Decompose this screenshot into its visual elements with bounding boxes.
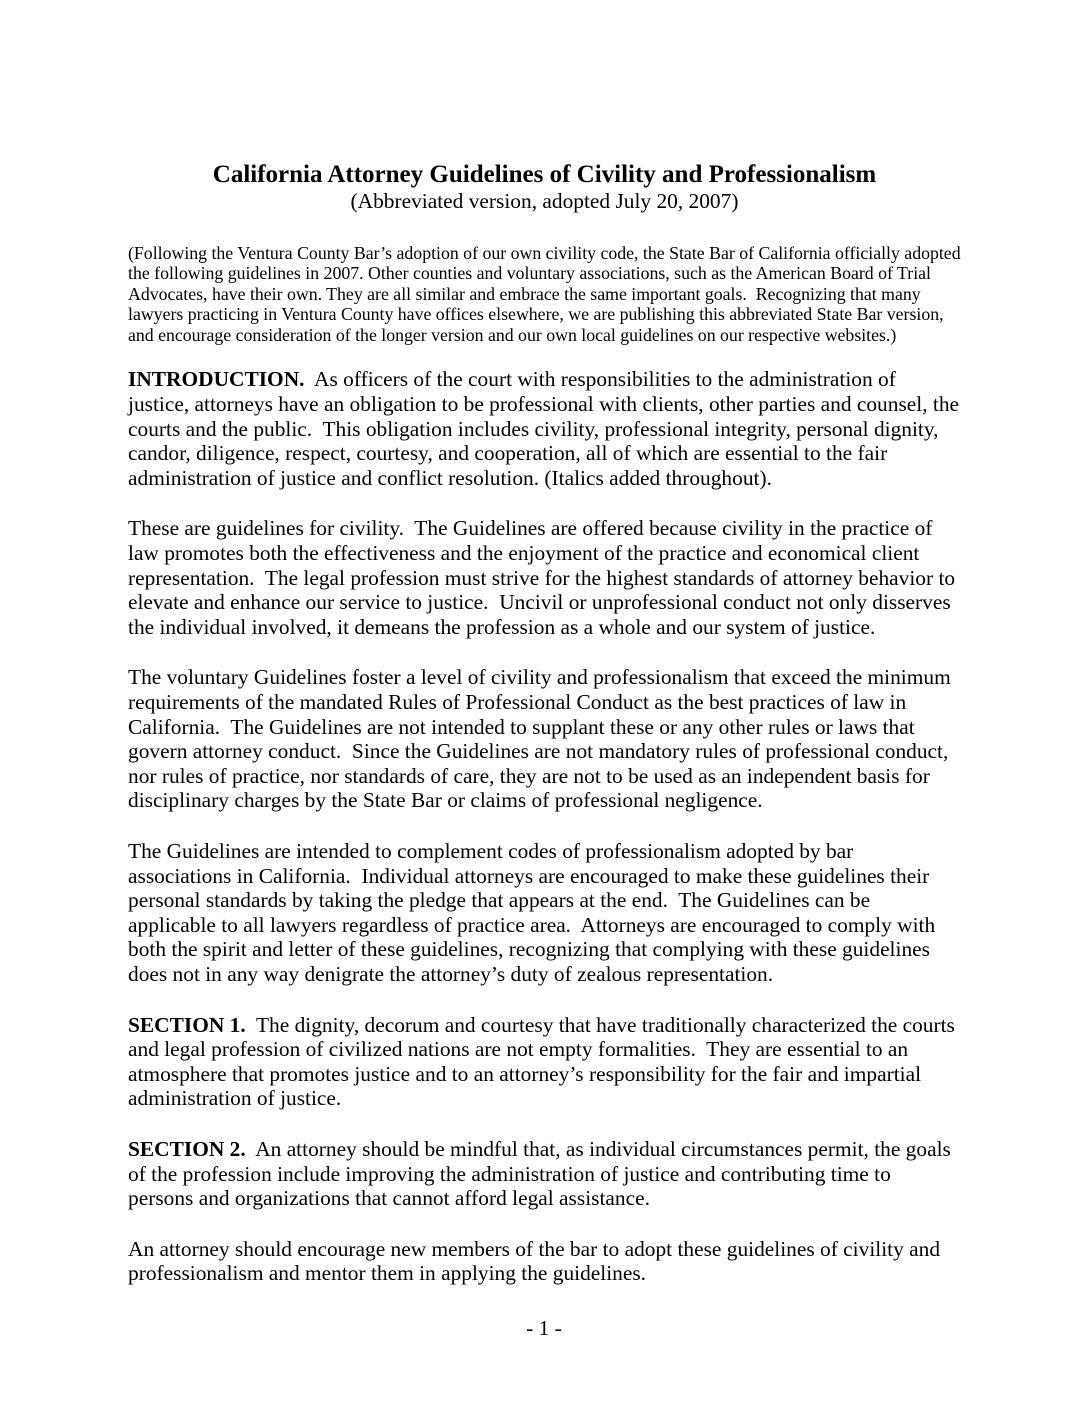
section-1-lead: SECTION 1. xyxy=(128,1012,246,1037)
section-1-text: The dignity, decorum and courtesy that have traditionally characterized the courts and legal profession of civilized nations are not empty formalities. They are essential to an atmosphere that promotes justice and to an attorney’s responsibility for the fair and impartial administration of justice. xyxy=(128,1012,961,1111)
document-subtitle: (Abbreviated version, adopted July 20, 2007) xyxy=(350,189,739,213)
page-number: - 1 - xyxy=(526,1316,562,1340)
complement-codes-paragraph xyxy=(128,839,961,987)
paragraph-text: An attorney should encourage new members of the bar to adopt these guidelines of civility and professionalism and mentor them in applying the guidelines. xyxy=(128,1236,946,1286)
section-1-paragraph xyxy=(128,1013,961,1111)
preface-paragraph: (Following the Ventura County Bar’s adoption of our own civility code, the State Bar of California officially adopted the following guidelines in 2007. Other counties and voluntary associations, such as the American Board of Trial Advocates, have their own. They are all similar and embrace the same important goals. Recognizing that many lawyers practicing in Ventura County have offices elsewhere, we are publishing this abbreviated State Bar version, and encourage consideration of the longer version and our own local guidelines on our respective websites.) xyxy=(128,242,966,345)
section-2-text: An attorney should be mindful that, as individual circumstances permit, the goals of the profession include improving the administration of justice and contributing time to persons and organizations that cannot afford legal assistance. xyxy=(128,1136,957,1211)
paragraph-text: The Guidelines are intended to complement codes of professionalism adopted by bar associations in California. Individual attorneys are encouraged to make these guidelines their personal standards by taking the pledge that appears at the end. The Guidelines can be applicable to all lawyers regardless of practice area. Attorneys are encouraged to comply with both the spirit and letter of these guidelines, recognizing that complying with these guidelines does not in any way denigrate the attorney’s duty of zealous representation. xyxy=(128,838,941,986)
paragraph-text: The voluntary Guidelines foster a level of civility and professionalism that exceed the minimum requirements of the mandated Rules of Professional Conduct as the best practices of law in California. The Guidelines are not intended to supplant these or any other rules or laws that govern attorney conduct. Since the Guidelines are not mandatory rules of professional conduct, nor rules of practice, nor standards of care, they are not to be used as an independent basis for disciplinary charges by the State Bar or claims of professional negligence. xyxy=(128,665,957,813)
introduction-paragraph xyxy=(128,367,965,490)
section-2-paragraph xyxy=(128,1137,961,1211)
introduction-text: As officers of the court with responsibilities to the administration of justice, attorneys have an obligation to be professional with clients, other parties and counsel, the courts and the public. This obligation includes civility, professional integrity, personal dignity, candor, diligence, respect, courtesy, and cooperation, all of which are essential to the fair administration of justice and conflict resolution. (Italics added throughout). xyxy=(128,367,965,490)
document-content xyxy=(128,0,966,1286)
introduction-lead: INTRODUCTION. xyxy=(128,367,305,392)
paragraph-text: These are guidelines for civility. The Guidelines are offered because civility in the practice of law promotes both the effectiveness and the enjoyment of the practice and economical client representation. The legal profession must strive for the highest standards of attorney behavior to elevate and enhance our service to justice. Uncivil or unprofessional conduct not only disserves the individual involved, it demeans the profession as a whole and our system of justice. xyxy=(128,516,961,639)
section-2-lead: SECTION 2. xyxy=(128,1136,246,1161)
document-title: California Attorney Guidelines of Civility and Professionalism xyxy=(212,161,877,188)
guidelines-civility-paragraph xyxy=(128,516,961,639)
voluntary-guidelines-paragraph xyxy=(128,665,961,813)
mentor-paragraph xyxy=(128,1237,961,1286)
